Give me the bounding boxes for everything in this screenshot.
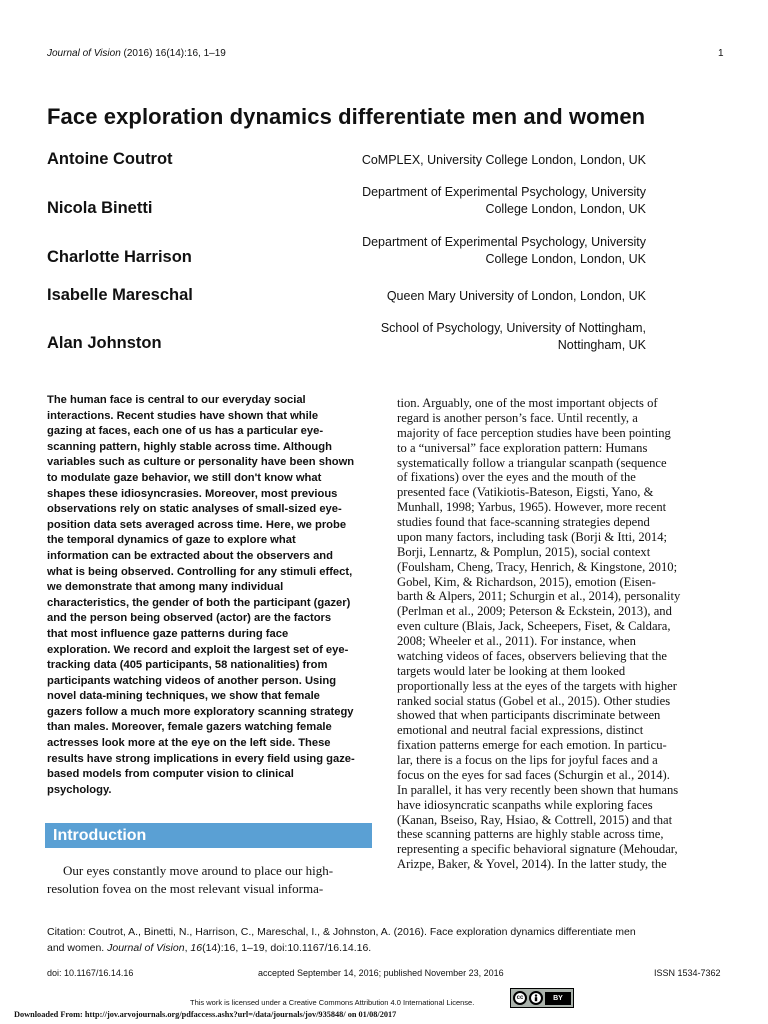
section-heading-introduction	[45, 823, 372, 848]
abstract-line: and the person being observed (actor) are the factors	[47, 612, 332, 625]
citation-block	[47, 924, 727, 956]
page-number: 1	[718, 48, 724, 59]
footer-dates: accepted September 14, 2016; published November 23, 2016	[258, 968, 504, 978]
abstract-line: results have strong implications in every field using gaze-	[47, 752, 355, 765]
body-line: (Foulsham, Cheng, Tracy, Henrich, & Kingstone, 2010;	[397, 559, 678, 574]
body-line: watching videos of faces, observers believing that the	[397, 648, 667, 663]
footer-doi: doi: 10.1167/16.14.16	[47, 968, 134, 978]
body-line: upon many factors, including task (Borji & Itti, 2014;	[397, 529, 668, 544]
body-line: Arizpe, Baker, & Yovel, 2014). In the latter study, the	[397, 857, 667, 872]
author-affiliation	[286, 234, 646, 268]
abstract-line: participants watching videos of another person. Using	[47, 674, 337, 687]
license-link[interactable]: This work is licensed under a Creative Commons Attribution 4.0 International License.	[190, 998, 475, 1007]
body-line: ranked social status (Gobel et al., 2015). Other studies	[397, 693, 671, 708]
affiliation-line: School of Psychology, University of Nottingham,	[380, 321, 646, 335]
affiliation-line: Queen Mary University of London, London, UK	[386, 289, 646, 303]
footer-issn: ISSN 1534-7362	[654, 968, 721, 978]
author-name: Nicola Binetti	[47, 199, 153, 217]
citation-journal: Journal of Vision	[107, 942, 185, 954]
abstract-line: that most influence gaze patterns during face	[47, 627, 289, 640]
body-line: systematically follow a triangular scanpath (sequence	[397, 455, 667, 470]
citation-volume: 16	[190, 942, 203, 954]
abstract-line: novel data-mining techniques, we show that female	[47, 690, 320, 703]
author-name: Alan Johnston	[47, 334, 162, 352]
citation-text: (14):16, 1–19, doi:10.1167/16.14.16.	[202, 942, 372, 954]
body-line: targets would later be looking at them looked	[397, 663, 626, 678]
body-line: Gobel, Kim, & Richardson, 2015), emotion (Eisen-	[397, 574, 656, 589]
abstract-line: observations rely on static analyses of small-sized eye-	[47, 503, 342, 516]
author-affiliation	[286, 320, 646, 354]
author-name: Isabelle Mareschal	[47, 286, 193, 304]
abstract-line: variables such as culture or personality have been shown	[47, 456, 355, 469]
affiliation-line: College London, London, UK	[485, 202, 646, 216]
affiliation-line: College London, London, UK	[485, 252, 646, 266]
affiliation-line: Department of Experimental Psychology, University	[362, 185, 646, 199]
body-line: (Kanan, Bseiso, Ray, Hsiao, & Cottrell, 2015) and that	[397, 812, 673, 827]
body-line: lar, there is a focus on the lips for joyful faces and a	[397, 753, 658, 767]
body-line: barth & Alpers, 2011; Schurgin et al., 2014), personality	[397, 589, 681, 604]
creative-commons-badge[interactable]	[510, 988, 574, 1008]
author-name: Antoine Coutrot	[47, 150, 173, 168]
by-label: BY	[545, 992, 571, 1005]
right-column-body	[397, 396, 722, 872]
abstract-line: information can be extracted about the observers and	[47, 549, 333, 562]
intro-line: Our eyes constantly move around to place our high-	[63, 863, 334, 878]
abstract-line: interactions. Recent studies have shown that while	[47, 409, 319, 422]
person-icon-svg	[532, 994, 540, 1002]
abstract-line: position data sets averaged across time. Here, we probe	[47, 518, 347, 531]
body-line: to a “universal” face exploration pattern: Humans	[397, 440, 648, 455]
download-notice: Downloaded From: http://jov.arvojournals.org/pdfaccess.ashx?url=/data/journals/jov/935848/ on 01/08/2017	[14, 1010, 397, 1019]
affiliation-line: CoMPLEX, University College London, London, UK	[361, 153, 646, 167]
author-affiliation	[286, 152, 646, 169]
cc-icon: cc	[513, 991, 527, 1005]
abstract-line: gazers follow a much more exploratory scanning strategy	[47, 705, 354, 718]
body-line: majority of face perception studies have been pointing	[397, 425, 671, 440]
abstract	[47, 393, 372, 798]
body-line: showed that when participants discriminate between	[397, 708, 661, 723]
journal-volume-info: (2016) 16(14):16, 1–19	[120, 48, 226, 59]
body-line: (Perlman et al., 2009; Peterson & Eckstein, 2013), and	[397, 604, 672, 619]
citation-text: ,	[184, 942, 191, 954]
body-line: fixation patterns emerge for each emotion. In particu-	[397, 738, 667, 753]
affiliation-line: Department of Experimental Psychology, University	[362, 235, 646, 249]
abstract-line: The human face is central to our everyday social	[47, 394, 306, 406]
section-heading-text: Introduction	[53, 827, 147, 844]
abstract-line: we demonstrate that among many individual	[47, 581, 284, 594]
abstract-line: psychology.	[47, 783, 112, 796]
abstract-line: scanning pattern, highly stable across time. Although	[47, 440, 332, 453]
abstract-line: shapes these idiosyncrasies. Moreover, most previous	[47, 487, 338, 500]
body-line: 2008; Wheeler et al., 2011). For instance, when	[397, 634, 636, 648]
introduction-body	[47, 862, 372, 897]
abstract-line: based models from computer vision to clinical	[47, 768, 294, 781]
body-line: Munhall, 1998; Yarbus, 1965). However, more recent	[397, 500, 667, 515]
abstract-line: than males. Moreover, female gazers watching female	[47, 721, 332, 734]
body-line: emotional and neutral facial expressions, distinct	[397, 723, 644, 738]
abstract-line: exploration. We record and exploit the largest set of eye-	[47, 643, 349, 656]
author-affiliation	[286, 288, 646, 305]
body-line: In parallel, it has very recently been shown that humans	[397, 782, 679, 797]
body-line: presented face (Vatikiotis-Bateson, Eigsti, Yano, &	[397, 485, 654, 500]
body-line: tion. Arguably, one of the most important objects of	[397, 396, 658, 410]
abstract-line: gazing at faces, each one of us has a particular eye-	[47, 425, 324, 438]
body-line: focus on the eyes for sad faces (Schurgin et al., 2014).	[397, 767, 670, 782]
journal-name: Journal of Vision	[47, 48, 121, 59]
body-line: representing a specific behavioral signature (Mehoudar,	[397, 842, 678, 857]
paper-title: Face exploration dynamics differentiate men and women	[47, 104, 646, 129]
affiliation-line: Nottingham, UK	[557, 338, 646, 352]
abstract-line: to modulate gaze behavior, we still don't know what	[47, 471, 322, 484]
author-affiliation	[286, 184, 646, 218]
body-line: of fixations) over the eyes and the mouth of the	[397, 470, 636, 485]
abstract-line: the temporal dynamics of gaze to explore what	[47, 534, 296, 547]
person-icon	[529, 991, 543, 1005]
body-line: proportionally less at the eyes of the targets with higher	[397, 678, 677, 693]
body-line: regard is another person’s face. Until recently, a	[397, 410, 638, 425]
abstract-line: what is being observed. Controlling for any stimuli effect,	[47, 565, 353, 578]
body-line: have idiosyncratic scanpaths while exploring faces	[397, 797, 653, 812]
body-line: studies found that face-scanning strategies depend	[397, 515, 650, 529]
abstract-line: characteristics, the gender of both the participant (gazer)	[47, 596, 351, 609]
body-line: even culture (Blais, Jack, Scheepers, Fiset, & Caldara,	[397, 619, 671, 634]
citation-text: and women.	[47, 942, 108, 954]
citation-line	[47, 940, 727, 956]
abstract-line: actresses look more at the eye on the left side. These	[47, 737, 331, 750]
citation-line: Citation: Coutrot, A., Binetti, N., Harrison, C., Mareschal, I., & Johnston, A. (2016). Face exploration dynamics differentiate men	[47, 926, 636, 938]
abstract-line: tracking data (405 participants, 58 nationalities) from	[47, 659, 328, 672]
author-name: Charlotte Harrison	[47, 248, 192, 266]
intro-line: resolution fovea on the most relevant visual informa-	[47, 880, 324, 896]
journal-header	[47, 48, 226, 59]
body-line: these scanning patterns are highly stable across time,	[397, 827, 664, 842]
body-line: Borji, Lennartz, & Pomplun, 2015), social context	[397, 544, 651, 559]
